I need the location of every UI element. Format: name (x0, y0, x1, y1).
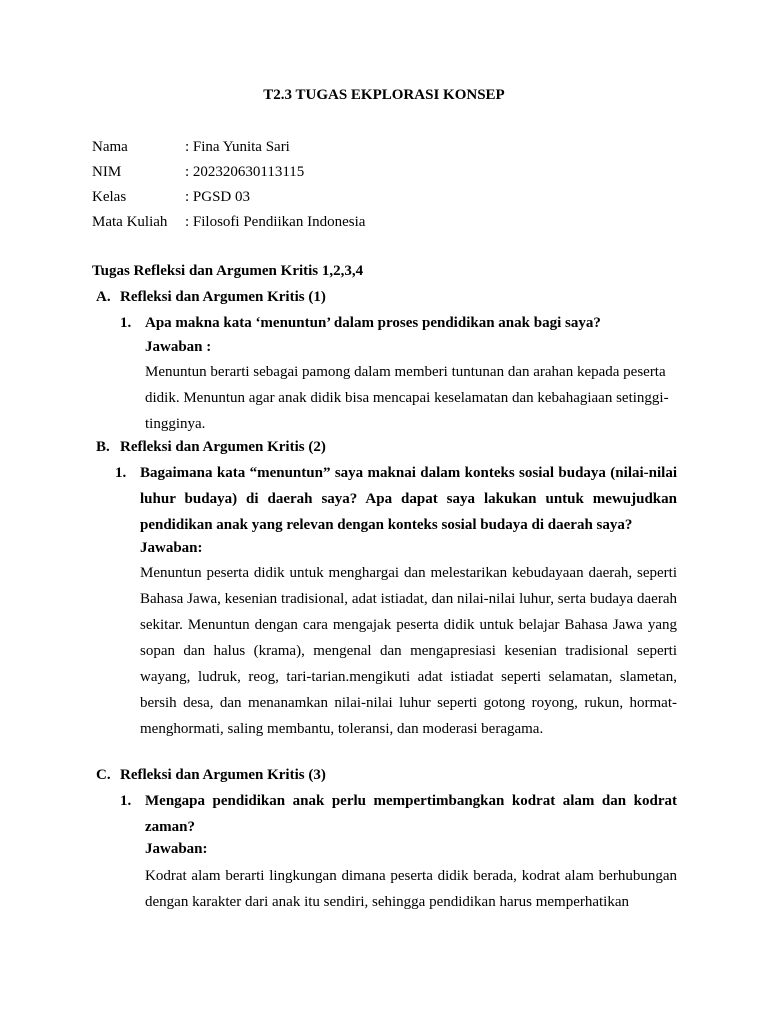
info-row-kelas (92, 187, 365, 212)
info-row-mata-kuliah (92, 212, 365, 237)
question-number: 1. (115, 465, 127, 481)
section-heading-c (96, 767, 326, 784)
info-label: Nama (92, 139, 128, 155)
section-letter: B. (96, 439, 110, 455)
answer-label-a1: Jawaban : (145, 339, 212, 355)
question-number: 1. (120, 793, 132, 809)
answer-a1: Menuntun berarti sebagai pamong dalam memberi tuntunan dan arahan kepada peserta didik. Menuntun agar anak didik bisa mencapai keselamatan dan kebahagiaan setinggi-tingginya. (145, 364, 669, 432)
answer-label-c1: Jawaban: (145, 841, 208, 857)
question-text: Mengapa pendidikan anak perlu mempertimbangkan kodrat alam dan kodrat zaman? (145, 793, 677, 835)
section-title: Refleksi dan Argumen Kritis (2) (120, 439, 326, 455)
document-title: T2.3 TUGAS EKPLORASI KONSEP (263, 87, 505, 103)
question-b1 (115, 460, 677, 538)
section-letter: A. (96, 289, 111, 305)
question-text: Bagaimana kata “menuntun” saya maknai dalam konteks sosial budaya (nilai-nilai luhur budaya) di daerah saya? Apa dapat saya lakukan untuk mewujudkan pendidikan anak yang relevan dengan konteks sosial budaya di daerah saya? (140, 465, 677, 533)
info-row-name (92, 137, 365, 162)
student-info (92, 137, 365, 237)
section-title: Refleksi dan Argumen Kritis (1) (120, 289, 326, 305)
info-value: : Filosofi Pendiikan Indonesia (185, 214, 366, 230)
question-c1 (120, 788, 677, 840)
question-number: 1. (120, 315, 132, 331)
question-a1 (120, 310, 685, 336)
info-label: Kelas (92, 189, 127, 205)
question-text: Apa makna kata ‘menuntun’ dalam proses pendidikan anak bagi saya? (145, 315, 601, 331)
section-letter: C. (96, 767, 111, 783)
section-heading-b (96, 439, 326, 456)
answer-b1: Menuntun peserta didik untuk menghargai dan melestarikan kebudayaan daerah, seperti Bahasa Jawa, kesenian tradisional, adat istiadat, dan nilai-nilai luhur, serta budaya daerah sekitar. Menuntun dengan cara mengajak peserta didik untuk belajar Bahasa Jawa yang sopan dan halus (krama), mengenal dan mengapresiasi kesenian tradisional seperti wayang, ludruk, reog, tari-tarian.mengikuti adat istiadat seperti selamatan, slametan, bersih desa, dan menanamkan nilai-nilai luhur seperti gotong royong, rukun, hormat-menghormati, saling membantu, toleransi, dan moderasi beragama. (140, 565, 677, 737)
info-row-nim (92, 162, 365, 187)
section-heading-a (96, 289, 326, 306)
info-value: : 202320630113115 (185, 164, 305, 180)
info-value: : Fina Yunita Sari (185, 139, 290, 155)
section-title: Refleksi dan Argumen Kritis (3) (120, 767, 326, 783)
info-label: Mata Kuliah (92, 214, 168, 230)
answer-label-b1: Jawaban: (140, 540, 203, 556)
info-value: : PGSD 03 (185, 189, 251, 205)
answer-c1: Kodrat alam berarti lingkungan dimana peserta didik berada, kodrat alam berhubungan dengan karakter dari anak itu sendiri, sehingga pendidikan harus memperhatikan (145, 868, 677, 910)
info-label: NIM (92, 164, 122, 180)
main-heading: Tugas Refleksi dan Argumen Kritis 1,2,3,4 (92, 263, 364, 279)
